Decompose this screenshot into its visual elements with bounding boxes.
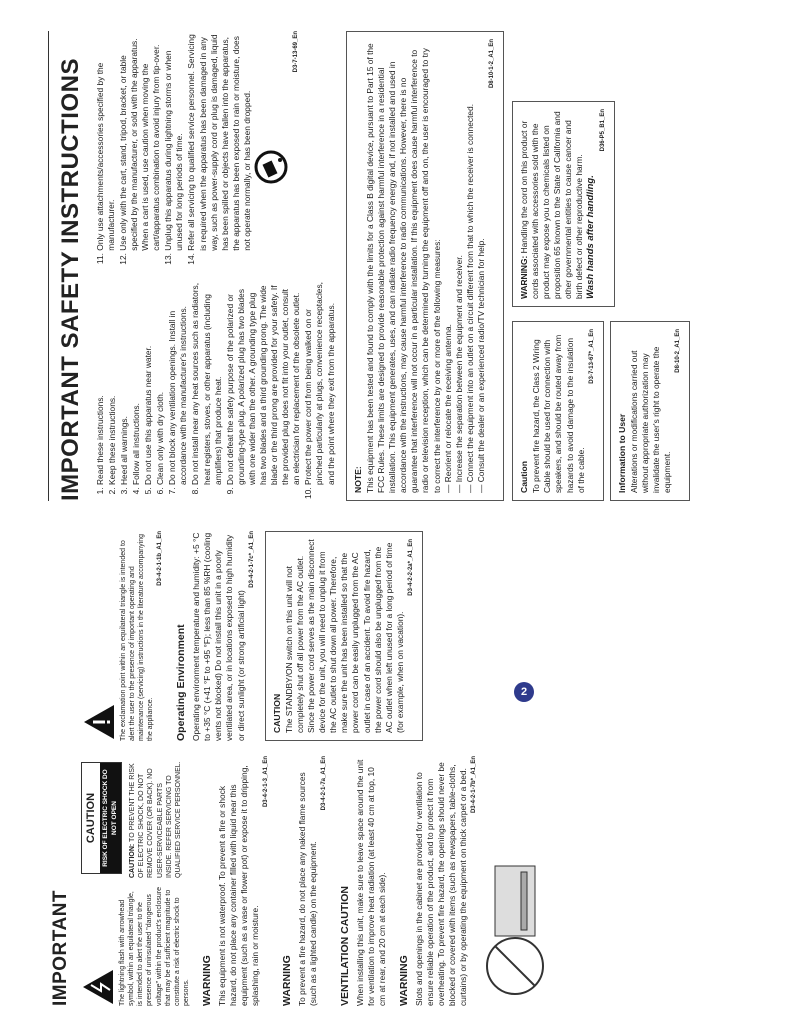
caution-label-title: CAUTION bbox=[85, 792, 98, 844]
warning2-title: WARNING bbox=[281, 955, 294, 1006]
safety-item: 14. Refer all servicing to qualified service personnel. Servicing is required when the apparatus has been damaged in any way, such as power-supply cord or plug is damaged, liquid has been spilled or objects have fallen into the apparatus, the apparatus has been exposed to rain or moisture, does not operate normally, or has been dropped. bbox=[186, 31, 253, 251]
note-measure: — Reorient or relocate the receiving antenna. bbox=[442, 324, 453, 493]
cart-tipover-icon bbox=[254, 147, 288, 187]
prop65-title: WARNING: bbox=[518, 255, 529, 299]
safety-item: 10. Protect the power cord from being walked on or pinched particularly at plugs, convenience receptacles, and the point where they exit from the apparatus. bbox=[303, 279, 336, 485]
warning1-title: WARNING bbox=[200, 955, 213, 1006]
important-title: IMPORTANT bbox=[50, 889, 71, 1006]
important-code: D3-4-2-1-1b_A1_En bbox=[157, 531, 164, 586]
operating-text: Operating environment temperature and humidity: +5 °C to +35 °C (+41 °F to +95 °F); less than 85 %RH (cooling vents not blocked) Do not install this unit in a poorly ventilated area, or in locations exposed to high humidity or direct sunlight (or strong artificial light) bbox=[191, 532, 246, 741]
column-safety bbox=[48, 31, 690, 501]
note-box bbox=[346, 31, 504, 501]
caution-text: TO PREVENT THE RISK OF ELECTRIC SHOCK, DO NOT REMOVE COVER (OR BACK). NO USER-SERVICEABLE PARTS INSIDE. REFER SERVICING TO QUALIFIED SERVICE PERSONNEL. bbox=[129, 761, 182, 878]
operating-title: Operating Environment bbox=[175, 624, 188, 741]
safety-list-left bbox=[95, 279, 338, 501]
caution-label-sub: RISK OF ELECTRIC SHOCK DO NOT OPEN bbox=[100, 763, 121, 873]
safety-item: 2. Keep these instructions. bbox=[107, 279, 118, 485]
safety-item: 13. Unplug this apparatus during lightning storms or when unused for long periods of time. bbox=[163, 31, 185, 251]
caution-cable-code: D3-7-13-67*_A1_En bbox=[588, 329, 595, 384]
safety-item: 3. Heed all warnings. bbox=[119, 279, 130, 485]
warning2-text: To prevent a fire hazard, do not place any naked flame sources (such as a lighted candle) on the equipment. bbox=[296, 772, 319, 1006]
column-important bbox=[48, 756, 548, 1006]
warning3-title: WARNING bbox=[398, 955, 411, 1006]
info-user-box bbox=[610, 321, 691, 501]
safety-title: IMPORTANT SAFETY INSTRUCTIONS bbox=[48, 31, 87, 501]
info-user-text: Alterations or modifications carried out without appropriate authorization may invalidate the user's right to operate the equipment. bbox=[628, 346, 673, 493]
note-measure: — Consult the dealer or an experienced radio/TV technician for help. bbox=[475, 238, 486, 493]
caution-label bbox=[81, 762, 122, 874]
caution-standby-title: CAUTION bbox=[271, 693, 282, 733]
caution-cable-text: To prevent fire hazard, the Class 2 Wiring Cable should be used for connection with speakers, and should be routed away from hazards to avoid damage to the insulation of the cable. bbox=[531, 334, 586, 493]
safety-item: 5. Do not use this apparatus near water. bbox=[143, 279, 154, 485]
caution-standby-code: D3-4-2-2-2a*_A1_En bbox=[407, 539, 414, 596]
note-text: This equipment has been tested and found to comply with the limits for a Class B digital device, pursuant to Part 15 of the FCC Rules. These limits are designed to provide reasonable protection against harmful interference in a residential installation. This equipment generates, uses, and can radiate radio frequency energy and, if not installed and used in accordance with the instructions, may cause harmful interference to radio communications. However, there is no guarantee that interference will not occur in a particular installation. If this equipment does cause harmful interference to radio or television reception, which can be determined by turning the equipment off and on, the user is encouraged to try to correct the interference by one or more of the following measures: bbox=[364, 43, 442, 493]
note-code: D8-10-1-2_A1_En bbox=[489, 39, 496, 89]
warning2-code: D3-4-2-1-7a_A1_En bbox=[321, 756, 328, 811]
safety-item: 12. Use only with the cart, stand, tripod, bracket, or table specified by the manufacturer, or sold with the apparatus. When a cart is used, use caution when moving the cart/apparatus combination to avoid injury from tip-over. bbox=[118, 31, 162, 251]
safety-item: 7. Do not block any ventilation openings. Install in accordance with the manufacturer's instructions. bbox=[167, 279, 189, 485]
safety-item: 4. Follow all instructions. bbox=[131, 279, 142, 485]
safety-item: 6. Clean only with dry cloth. bbox=[155, 279, 166, 485]
important-symbols bbox=[81, 756, 191, 1006]
caution-cable-title: Caution bbox=[518, 461, 529, 493]
warning1-code: D3-4-2-1-3_A1_En bbox=[263, 756, 270, 808]
exclamation-triangle-icon bbox=[82, 703, 116, 741]
safety-item: 1. Read these instructions. bbox=[95, 279, 106, 485]
ventilation-title: VENTILATION CAUTION bbox=[339, 886, 352, 1006]
note-measure: — Increase the separation between the equipment and receiver. bbox=[453, 255, 464, 493]
note-title: NOTE: bbox=[352, 466, 363, 493]
prop65-box bbox=[512, 101, 615, 307]
caution-cable-box bbox=[512, 321, 604, 501]
caution-standby-box bbox=[265, 531, 423, 741]
info-user-code: D8-10-2_A1_En bbox=[675, 329, 682, 373]
safety-item: 9. Do not defeat the safety purpose of the polarized or grounding-type plug. A polarized plug has two blades with one wider than the other. A grounding type plug has two blades and a third grounding prong. The wide blade or the third prong are provided for your safety. If the provided plug does not fit into your outlet, consult an electrician for replacement of the obsolete outlet. bbox=[225, 279, 303, 485]
warning1-text: This equipment is not waterproof. To prevent a fire or shock hazard, do not place any container filled with liquid near this equipment (such as a vase or flower pot) or expose it to dripping, splashing, rain or moisture. bbox=[216, 765, 261, 1006]
caution-head: CAUTION: bbox=[129, 843, 137, 878]
column-environment bbox=[48, 531, 423, 741]
operating-code: D3-4-2-1-7c*_A1_En bbox=[248, 531, 255, 588]
page-number-badge: 2 bbox=[514, 682, 534, 702]
warning3-code: D3-4-2-1-7b*_A1_En bbox=[471, 756, 478, 814]
lightning-text: The lightning flash with arrowhead symbol, within an equilateral triangle, is intended to alert the user to the presence of uninsulated "dangerous voltage" within the product's enclosure that may be of sufficient magnitude to constitute a risk of electric shock to persons. bbox=[119, 887, 190, 1006]
safety-item: 8. Do not install near any heat sources such as radiators, heat registers, stoves, or other apparatus (including amplifiers) that produce heat. bbox=[190, 279, 223, 485]
warning3-text: Slots and openings in the cabinet are provided for ventilation to ensure reliable operation of the product, and to protect it from overheating. To prevent fire hazard, the openings should never be blocked or covered with items (such as newspapers, table-cloths, curtains) or by operating the equipment on thick carpet or a bed. bbox=[414, 762, 469, 1006]
ventilation-illustration bbox=[483, 856, 545, 1006]
note-measure: — Connect the equipment into an outlet on a circuit different from that to which the receiver is connected. bbox=[464, 103, 475, 493]
prop65-code: D36-P5_B1_En bbox=[600, 109, 607, 152]
note-measures bbox=[443, 39, 487, 493]
safety-code: D3-7-13-69_En bbox=[293, 31, 300, 73]
lightning-triangle-icon bbox=[81, 968, 115, 1006]
prop65-text: Handling the cord on this product or cords associated with accessories sold with the product may expose you to chemicals listed on proposition 65 known to the State of California and other governmental entities to cause cancer and birth defect or other reproductive harm. bbox=[518, 111, 585, 299]
safety-list-right bbox=[95, 31, 253, 267]
exclamation-text: The exclamation point within an equilateral triangle is intended to alert the user to the presence of important operating and maintenance (servicing) instructions in the literature accompanying the appliance. bbox=[120, 534, 155, 741]
safety-lists bbox=[95, 31, 338, 501]
exclamation-block bbox=[82, 531, 165, 741]
info-user-title: Information to User bbox=[616, 413, 627, 493]
ventilation-text: When installing this unit, make sure to leave space around the unit for ventilation to improve heat radiation (at least 40 cm at top, 10 cm at rear, and 20 cm at each side). bbox=[354, 759, 388, 1006]
safety-item: 11. Only use attachments/accessories specified by the manufacturer. bbox=[95, 31, 117, 251]
caution-standby-text: The STANDBY/ON switch on this unit will not completely shut off all power from the AC outlet. Since the power cord serves as the main disconnect device for the unit, you will need to unplug it from the AC outlet to shut down all power. Therefore, make sure the unit has been installed so that the power cord can be easily unplugged from the AC outlet in case of an accident. To avoid fire hazard, the power cord should also be unplugged from the AC outlet when left unused for a long period of time (for example, when on vacation). bbox=[283, 539, 405, 733]
prop65-wash: Wash hands after handling. bbox=[585, 175, 597, 299]
